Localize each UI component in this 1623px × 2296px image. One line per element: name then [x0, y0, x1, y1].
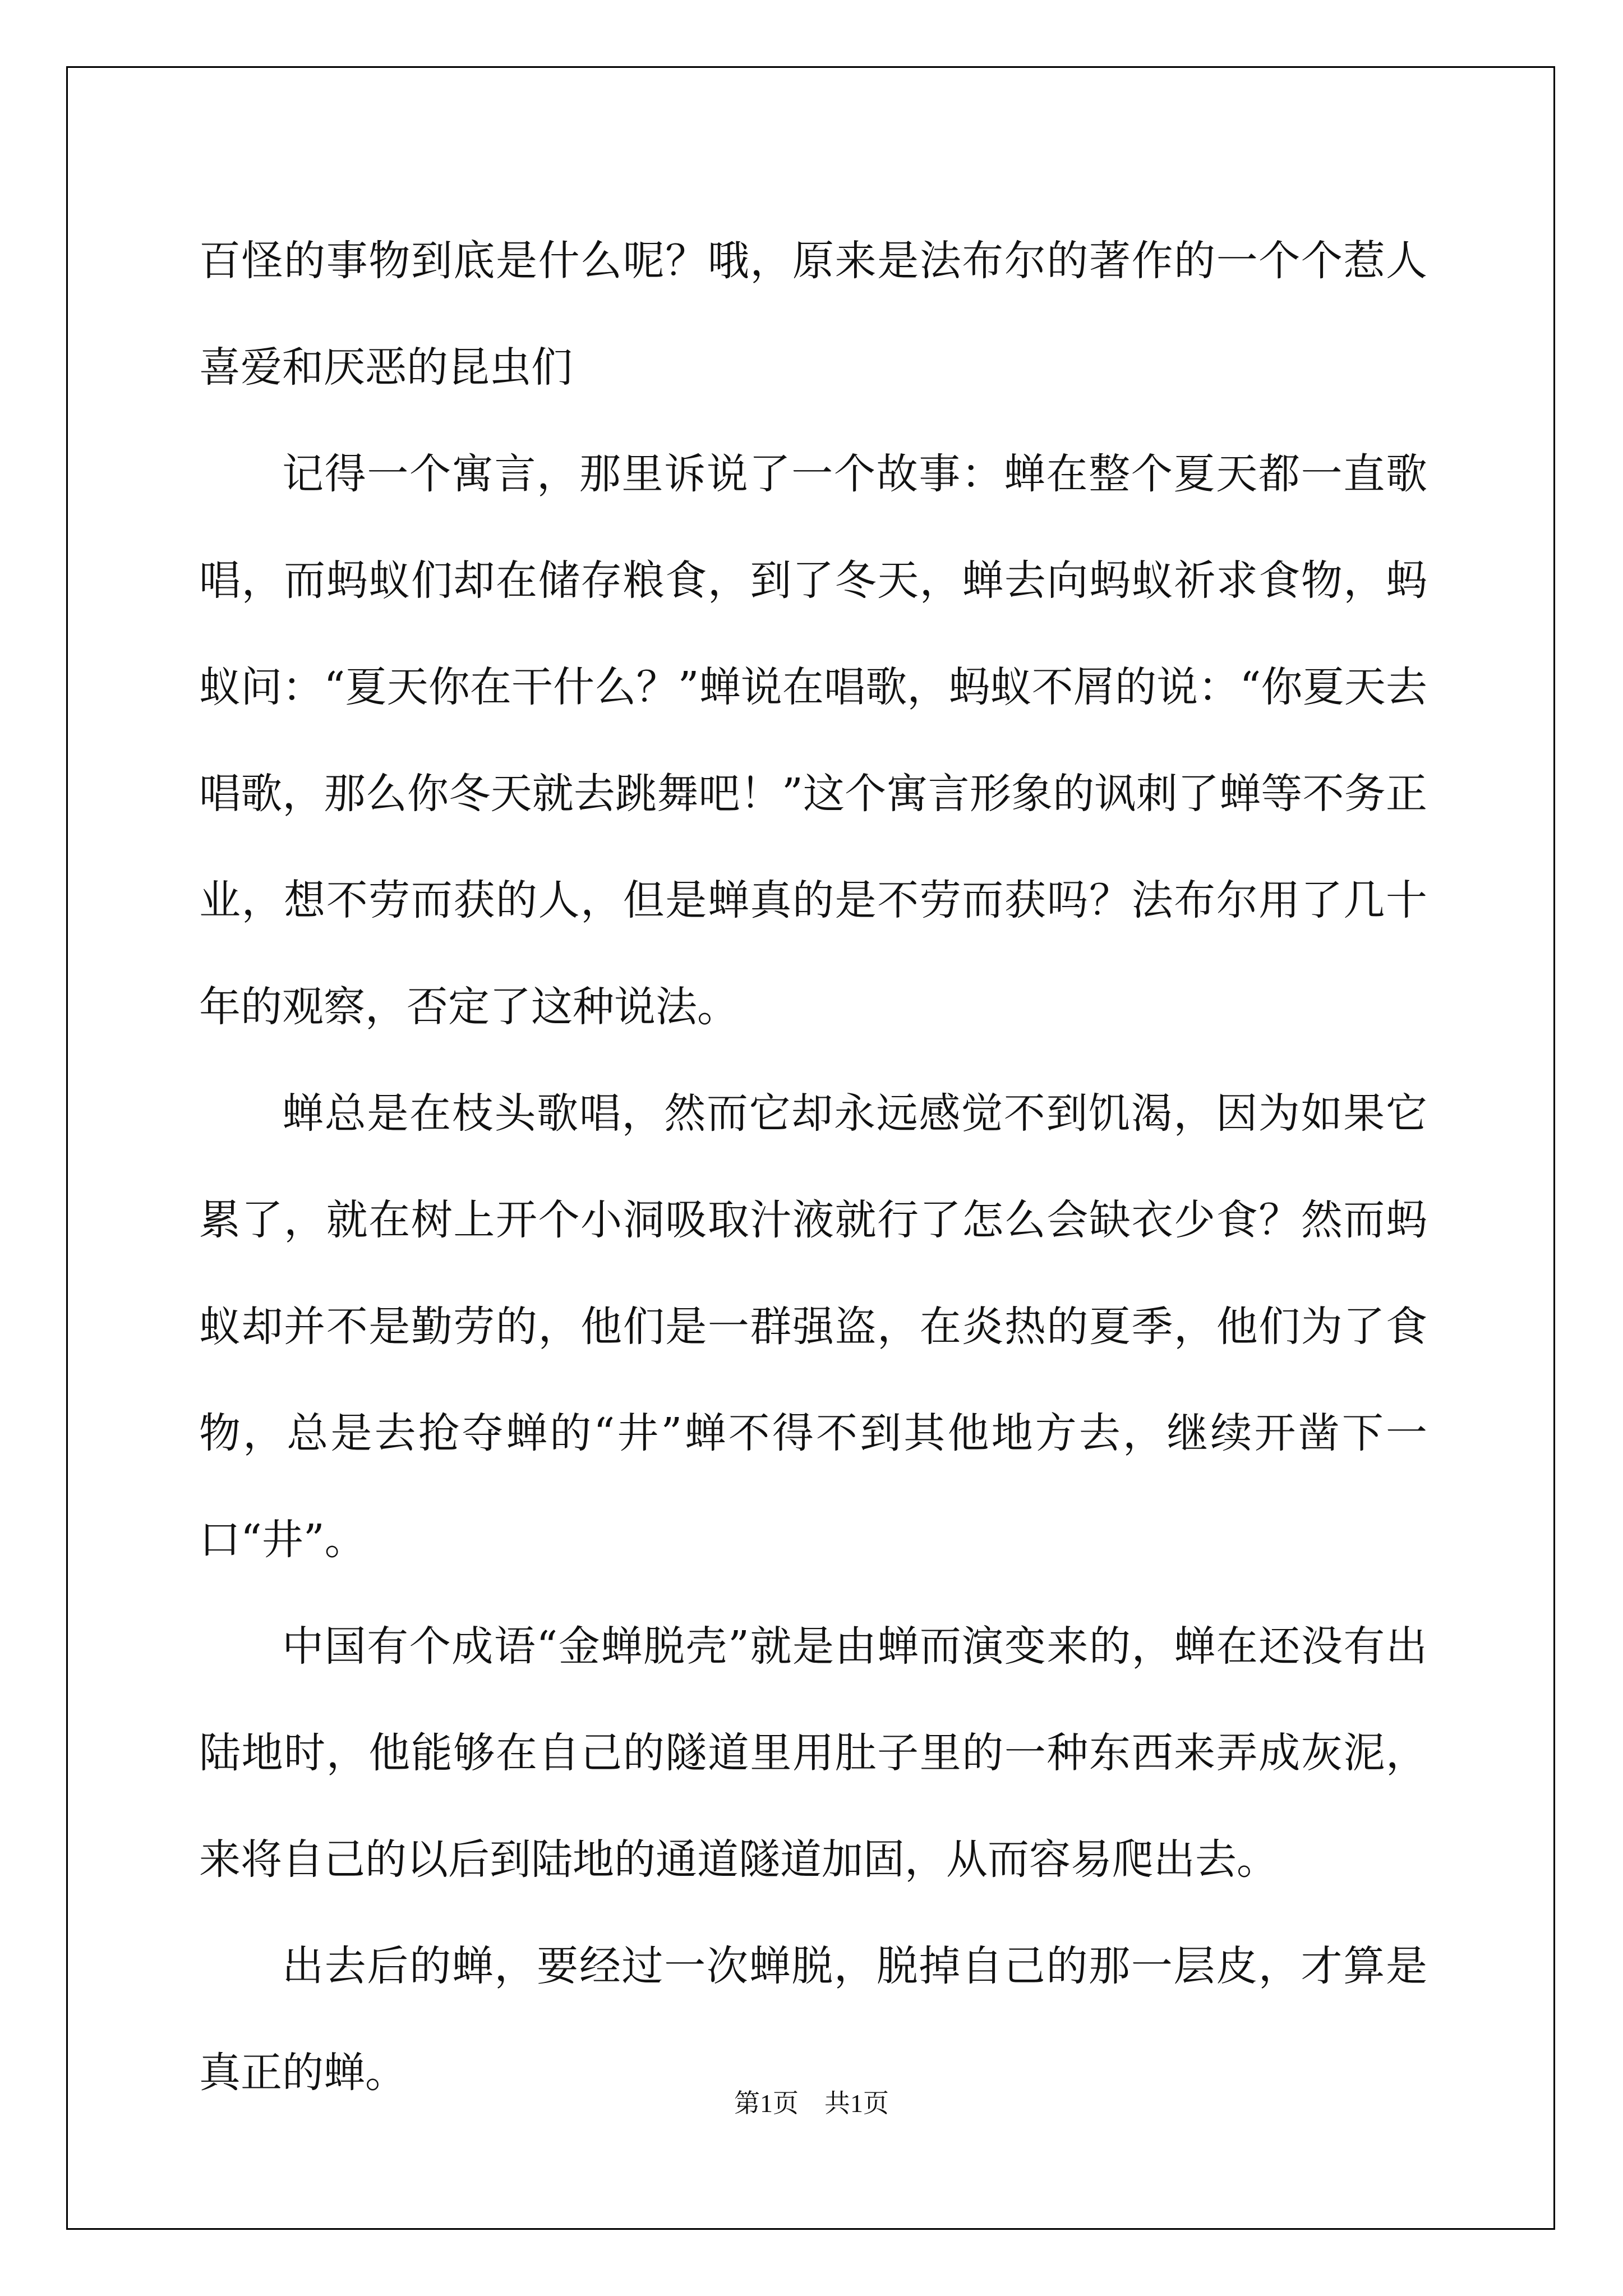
paragraph-3: 蝉总是在枝头歌唱，然而它却永远感觉不到饥渴，因为如果它累了，就在树上开个小洞吸取汁液就行了怎么会缺衣少食？然而蚂蚁却并不是勤劳的，他们是一群强盗，在炎热的夏季，他们为了食物，总是去抢夺蝉的“井”蝉不得不到其他地方去，继续开凿下一口“井”。 [199, 1089, 1427, 1564]
paragraph-4: 中国有个成语“金蝉脱壳”就是由蝉而演变来的，蝉在还没有出陆地时，他能够在自己的隧道里用肚子里的一种东西来弄成灰泥，来将自己的以后到陆地的通道隧道加固，从而容易爬出去。 [199, 1622, 1427, 1884]
paragraph-5: 出去后的蝉，要经过一次蝉脱，脱掉自己的那一层皮，才算是真正的蝉。 [199, 1942, 1427, 2097]
page-number-footer: 第1页 共1页 [734, 2089, 889, 2118]
paragraph-2: 记得一个寓言，那里诉说了一个故事：蝉在整个夏天都一直歌唱，而蚂蚁们却在储存粮食，到了冬天，蝉去向蚂蚁祈求食物，蚂蚁问：“夏天你在干什么？”蝉说在唱歌，蚂蚁不屑的说：“你夏天去唱歌，那么你冬天就去跳舞吧！”这个寓言形象的讽刺了蝉等不务正业，想不劳而获的人，但是蝉真的是不劳而获吗？法布尔用了几十年的观察，否定了这种说法。 [199, 450, 1427, 1031]
paragraph-1: 百怪的事物到底是什么呢？哦，原来是法布尔的著作的一个个惹人喜爱和厌恶的昆虫们 [199, 237, 1427, 392]
document-body [199, 208, 1427, 2126]
